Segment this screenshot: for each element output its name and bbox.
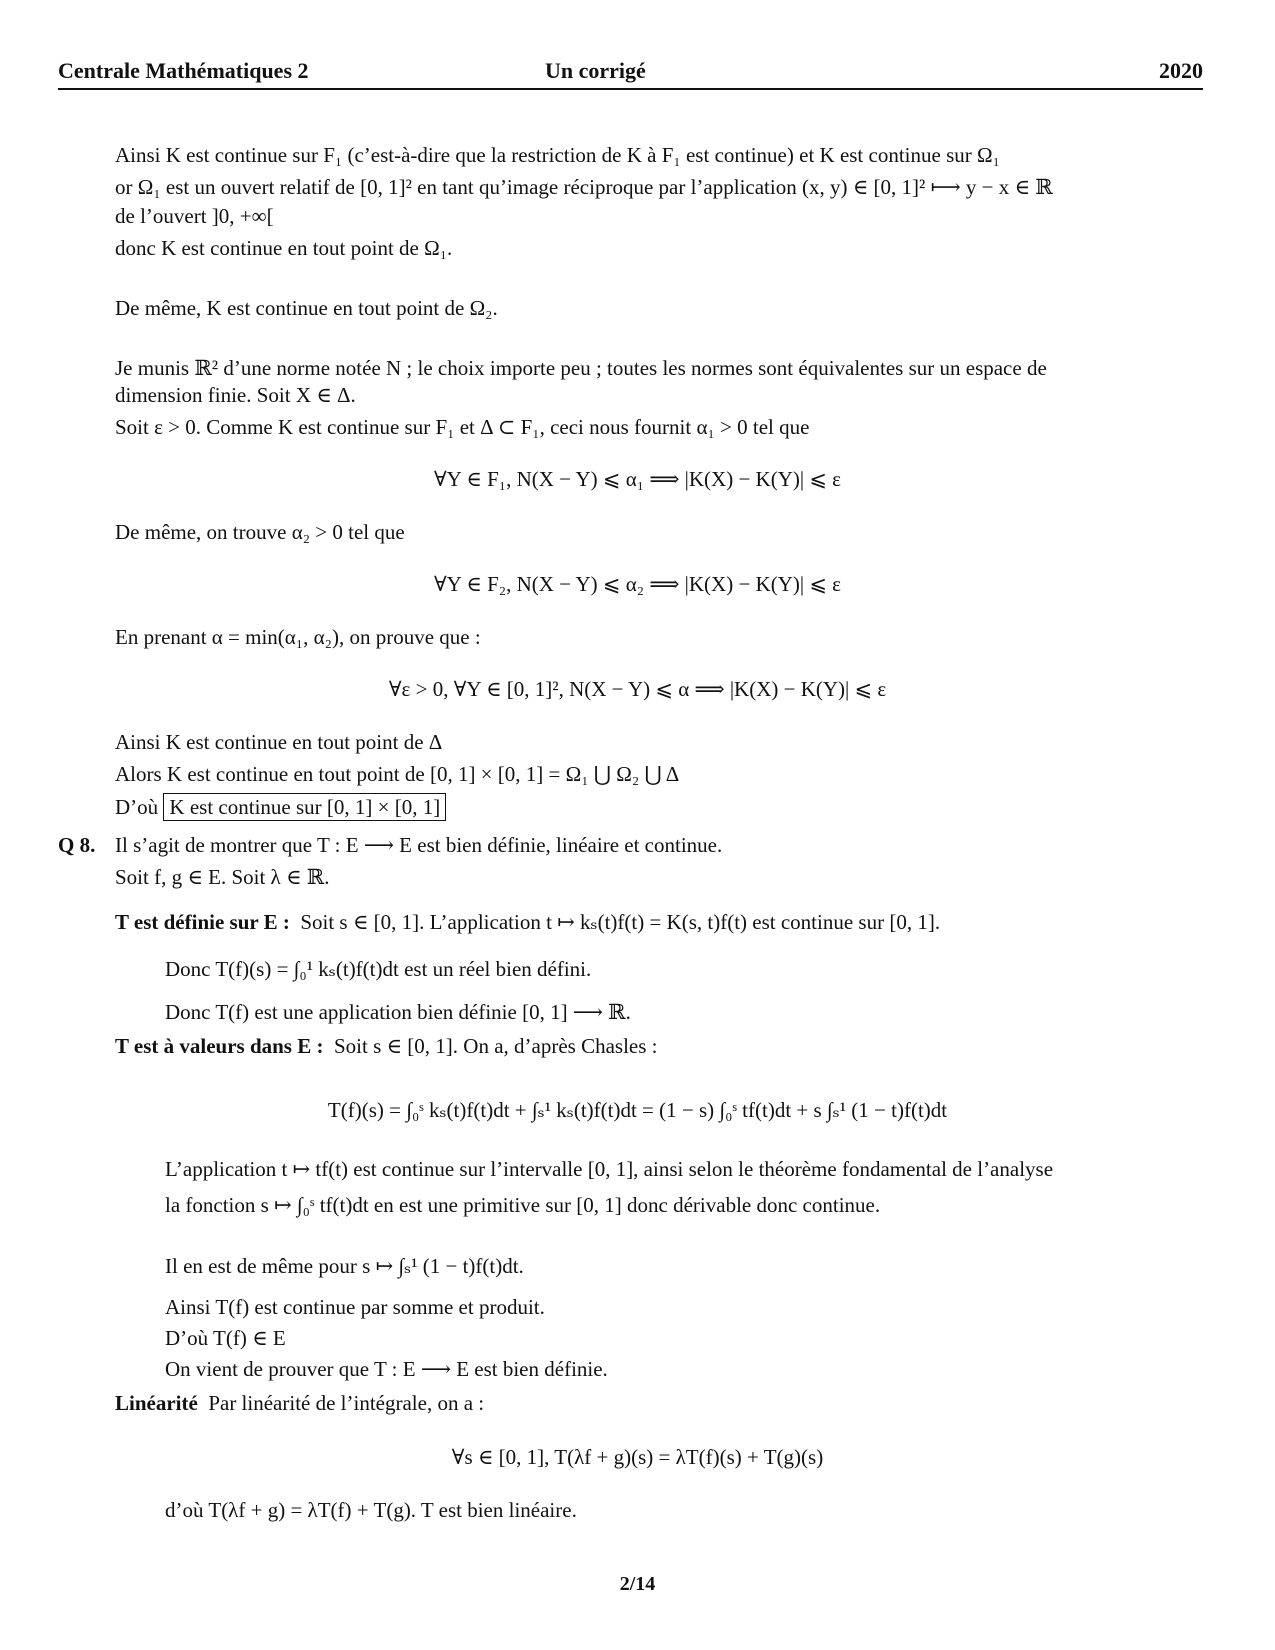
text-line: Alors K est continue en tout point de [0, 1] × [0, 1] = Ω₁ ⋃ Ω₂ ⋃ Δ [115, 762, 680, 786]
text-line: Il en est de même pour s ↦ ∫ₛ¹ (1 − t)f(t)dt. [165, 1254, 524, 1278]
equation: ∀Y ∈ F₂, N(X − Y) ⩽ α₂ ⟹ |K(X) − K(Y)| ⩽ ε [434, 572, 841, 596]
page-number: 2/14 [619, 1573, 656, 1595]
section-text: Soit s ∈ [0, 1]. L’application t ↦ kₛ(t)f(t) = K(s, t)f(t) est continue sur [0, 1]. [300, 910, 941, 934]
question-number: Q 8. [58, 833, 96, 857]
text-line: Donc T(f) est une application bien définie [0, 1] ⟶ ℝ. [165, 1000, 631, 1024]
text-line: Donc T(f)(s) = ∫₀¹ kₛ(t)f(t)dt est un réel bien défini. [165, 957, 592, 981]
header-left: Centrale Mathématiques 2 [58, 58, 309, 83]
section-heading: Linéarité [115, 1391, 198, 1415]
text-line [115, 1390, 484, 1416]
text-line: De même, K est continue en tout point de Ω₂. [115, 296, 498, 320]
text-line [115, 909, 940, 935]
text-line: L’application t ↦ tf(t) est continue sur l’intervalle [0, 1], ainsi selon le théorème fondamental de l’analyse [165, 1157, 1054, 1181]
section-heading: T est définie sur E : [115, 910, 290, 934]
section-heading: T est à valeurs dans E : [115, 1034, 324, 1058]
text-line: On vient de prouver que T : E ⟶ E est bien définie. [165, 1357, 608, 1381]
text-line: Ainsi K est continue en tout point de Δ [115, 730, 443, 754]
text-line: dimension finie. Soit X ∈ Δ. [115, 383, 356, 407]
text-line: Soit ε > 0. Comme K est continue sur F₁ et Δ ⊂ F₁, ceci nous fournit α₁ > 0 tel que [115, 415, 810, 439]
text-line: donc K est continue en tout point de Ω₁. [115, 236, 453, 260]
text-line: En prenant α = min(α₁, α₂), on prouve que : [115, 625, 481, 649]
equation: T(f)(s) = ∫₀ˢ kₛ(t)f(t)dt + ∫ₛ¹ kₛ(t)f(t)dt = (1 − s) ∫₀ˢ tf(t)dt + s ∫ₛ¹ (1 − t)f(t)dt [327, 1098, 948, 1122]
text-line: de l’ouvert ]0, +∞[ [115, 204, 274, 228]
equation: ∀ε > 0, ∀Y ∈ [0, 1]², N(X − Y) ⩽ α ⟹ |K(X) − K(Y)| ⩽ ε [388, 677, 887, 701]
text-line [115, 1033, 658, 1059]
header-right: 2020 [1159, 58, 1203, 83]
text-line: Il s’agit de montrer que T : E ⟶ E est bien définie, linéaire et continue. [115, 833, 723, 857]
text-line: or Ω₁ est un ouvert relatif de [0, 1]² en tant qu’image réciproque par l’application (x, y) ∈ [0, 1]² ⟼ y − x ∈ ℝ [115, 175, 1053, 199]
text-line [115, 794, 446, 820]
text-line: Ainsi K est continue sur F₁ (c’est-à-dire que la restriction de K à F₁ est continue) et K est continue sur Ω₁ [115, 143, 1000, 167]
header-center: Un corrigé [545, 58, 646, 83]
text-prefix: D’où [115, 795, 159, 819]
section-text: Par linéarité de l’intégrale, on a : [208, 1391, 485, 1415]
equation: ∀s ∈ [0, 1], T(λf + g)(s) = λT(f)(s) + T(g)(s) [451, 1445, 824, 1469]
section-text: Soit s ∈ [0, 1]. On a, d’après Chasles : [333, 1034, 658, 1058]
text-line: De même, on trouve α₂ > 0 tel que [115, 520, 405, 544]
text-line: Soit f, g ∈ E. Soit λ ∈ ℝ. [115, 865, 330, 889]
text-line: la fonction s ↦ ∫₀ˢ tf(t)dt en est une primitive sur [0, 1] donc dérivable donc continue. [165, 1193, 881, 1217]
boxed-result: K est continue sur [0, 1] × [0, 1] [163, 793, 446, 821]
text-line: D’où T(f) ∈ E [165, 1326, 286, 1350]
page-header [58, 56, 1203, 90]
text-line: d’où T(λf + g) = λT(f) + T(g). T est bien linéaire. [165, 1498, 577, 1522]
equation: ∀Y ∈ F₁, N(X − Y) ⩽ α₁ ⟹ |K(X) − K(Y)| ⩽ ε [434, 467, 841, 491]
text-line: Je munis ℝ² d’une norme notée N ; le choix importe peu ; toutes les normes sont équivalentes sur un espace de [115, 356, 1047, 380]
text-line: Ainsi T(f) est continue par somme et produit. [165, 1295, 545, 1319]
